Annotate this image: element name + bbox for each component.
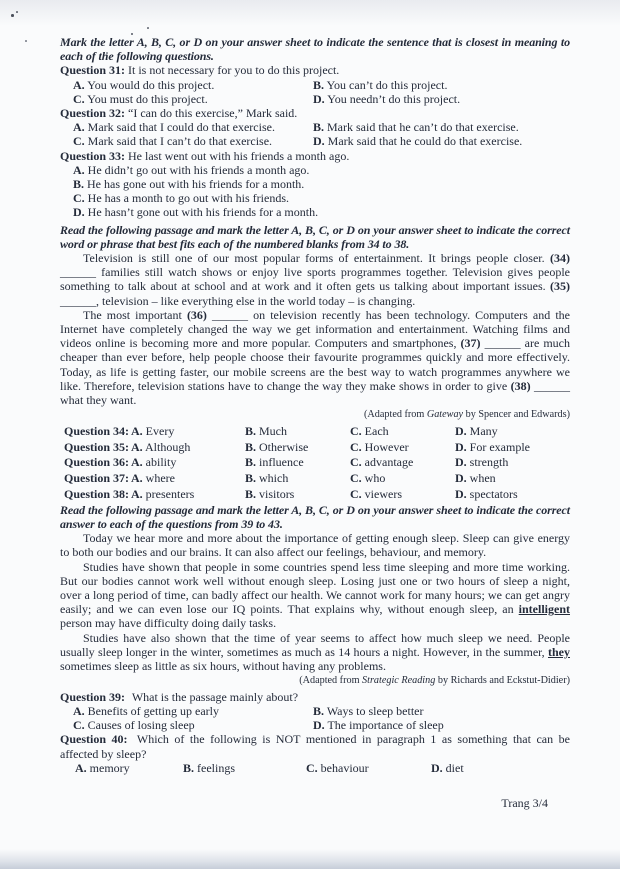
option-letter: A. xyxy=(131,439,143,454)
option-c xyxy=(306,761,431,775)
option-text: He hasn’t gone out with his friends for a month. xyxy=(87,205,319,220)
question-31-stem xyxy=(60,63,570,77)
option-a xyxy=(73,120,313,134)
option-d xyxy=(73,205,570,219)
option-b xyxy=(245,455,350,469)
option-b xyxy=(245,487,350,501)
option-text: who xyxy=(364,471,386,486)
option-b xyxy=(313,78,570,92)
option-text: Causes of losing sleep xyxy=(87,718,195,733)
option-letter: B. xyxy=(183,760,195,775)
option-a xyxy=(73,78,313,92)
page-number: Trang 3/4 xyxy=(501,796,548,810)
option-b xyxy=(183,761,306,775)
option-letter: D. xyxy=(455,471,467,486)
option-b xyxy=(245,424,350,438)
question-text: It is not necessary for you to do this project. xyxy=(128,63,340,78)
option-letter: D. xyxy=(455,455,467,470)
question-39-stem xyxy=(60,690,570,704)
cloze-row-34 xyxy=(64,424,570,438)
cloze-row-36 xyxy=(64,455,570,469)
option-letter: B. xyxy=(245,423,257,438)
option-text: He didn’t go out with his friends a month ago. xyxy=(87,162,310,177)
question-number: Question 34: xyxy=(64,423,130,438)
scan-edge-top xyxy=(0,0,620,26)
option-letter: B. xyxy=(313,77,325,92)
option-text: viewers xyxy=(364,486,402,501)
option-a xyxy=(131,471,245,485)
option-a xyxy=(131,455,245,469)
option-b xyxy=(245,471,350,485)
option-text: You needn’t do this project. xyxy=(327,91,461,106)
option-text: Mark said that I could do that exercise. xyxy=(87,120,275,135)
option-text: For example xyxy=(469,439,530,454)
question-33 xyxy=(60,149,570,220)
option-letter: A. xyxy=(73,162,85,177)
option-text: Although xyxy=(145,439,191,454)
option-b xyxy=(245,440,350,454)
option-text: The importance of sleep xyxy=(327,718,444,733)
option-d xyxy=(455,440,570,454)
option-d xyxy=(455,424,570,438)
question-text: What is the passage mainly about? xyxy=(131,689,299,704)
option-letter: B. xyxy=(313,120,325,135)
option-letter: A. xyxy=(131,423,143,438)
question-39 xyxy=(60,690,570,733)
question-33-options xyxy=(60,163,570,220)
option-letter: D. xyxy=(455,439,467,454)
instruction-reading: Read the following passage and mark the letter A, B, C, or D on your answer sheet to indicate the correct answer to each of the questions from 39 to 43. xyxy=(60,502,570,531)
cloze-row-35 xyxy=(64,440,570,454)
option-letter: A. xyxy=(73,120,85,135)
option-d xyxy=(455,455,570,469)
option-letter: B. xyxy=(313,703,325,718)
option-letter: A. xyxy=(73,703,85,718)
reading-passage-attribution: (Adapted from Strategic Reading by Richards and Eckstut-Didier) xyxy=(299,675,570,687)
option-text: feelings xyxy=(197,760,236,775)
option-text: where xyxy=(145,471,175,486)
option-letter: D. xyxy=(455,423,467,438)
option-text: advantage xyxy=(364,455,414,470)
option-letter: C. xyxy=(350,471,362,486)
reading-passage-paragraph-1: Today we hear more and more about the importance of getting enough sleep. Sleep can give energy to both our bodies and our brains. It can also affect our feelings, behaviour, and memory. xyxy=(60,531,570,560)
option-text: You can’t do this project. xyxy=(326,77,448,92)
option-d xyxy=(313,718,570,732)
option-c xyxy=(350,440,455,454)
question-number: Question 31: xyxy=(60,63,126,78)
question-40-stem xyxy=(60,732,570,760)
option-letter: C. xyxy=(350,455,362,470)
option-a xyxy=(131,440,245,454)
question-number: Question 39: xyxy=(60,689,126,704)
option-letter: D. xyxy=(313,134,325,149)
question-31 xyxy=(60,63,570,106)
cloze-passage-paragraph-1: Television is still one of our most popular forms of entertainment. It brings people closer. (34) ______ families still watch shows or enjoy live sports programmes together. Television gives people something to talk about at school and at work and it often gets us talking about important issues. (35) ______, television – like everything else in the world today – is changing. xyxy=(60,251,570,308)
option-c xyxy=(73,134,313,148)
scan-speck xyxy=(16,11,18,13)
option-letter: C. xyxy=(350,423,362,438)
option-text: ability xyxy=(145,455,177,470)
option-text: Ways to sleep better xyxy=(326,703,424,718)
option-d xyxy=(313,92,570,106)
option-b xyxy=(73,177,570,191)
option-c xyxy=(73,92,313,106)
option-c xyxy=(73,191,570,205)
question-text: “I can do this exercise,” Mark said. xyxy=(128,106,298,121)
option-text: memory xyxy=(89,760,130,775)
option-letter: A. xyxy=(131,486,143,501)
scan-speck xyxy=(25,40,27,42)
option-text: presenters xyxy=(145,486,195,501)
option-c xyxy=(350,424,455,438)
option-text: You must do this project. xyxy=(87,91,208,106)
option-text: visitors xyxy=(259,486,295,501)
option-letter: D. xyxy=(431,760,443,775)
reading-passage-paragraph-3: Studies have also shown that the time of year seems to affect how much sleep we need. People usually sleep longer in the winter, sometimes as much as 14 hours a night. However, in the summer, they sometimes sleep as little as six hours, without having any problems. xyxy=(60,630,570,673)
question-number: Question 40: xyxy=(60,732,128,747)
option-a xyxy=(131,487,245,501)
option-text: He has gone out with his friends for a month. xyxy=(87,177,305,192)
question-number: Question 33: xyxy=(60,148,126,163)
option-text: Otherwise xyxy=(259,439,309,454)
question-32-stem xyxy=(60,106,570,120)
question-39-options xyxy=(60,704,570,732)
question-text: Which of the following is NOT mentioned in paragraph 1 as something that can be affected by sleep? xyxy=(60,732,570,761)
option-c xyxy=(350,487,455,501)
option-a xyxy=(73,163,570,177)
option-a xyxy=(75,761,183,775)
question-number: Question 36: xyxy=(64,455,130,470)
option-c xyxy=(350,455,455,469)
option-letter: B. xyxy=(245,471,257,486)
option-letter: B. xyxy=(73,177,85,192)
option-letter: A. xyxy=(131,471,143,486)
reading-passage-paragraph-2: Studies have shown that people in some countries spend less time sleeping and more time working. But our bodies cannot work well without enough sleep. Losing just one or two hours of sleep a night, over a long period of time, can badly affect our health. We cannot work for many hours; we can get angry easily; and we can even lose our IQ points. That explains why, without enough sleep, an intelligent person may have difficulty doing daily tasks. xyxy=(60,559,570,631)
option-text: You would do this project. xyxy=(87,77,215,92)
option-d xyxy=(455,487,570,501)
option-b xyxy=(313,120,570,134)
question-31-options xyxy=(60,78,570,106)
question-33-stem xyxy=(60,149,570,163)
cloze-row-38 xyxy=(64,487,570,501)
page-content xyxy=(60,35,570,775)
option-letter: B. xyxy=(245,439,257,454)
option-text: strength xyxy=(469,455,509,470)
cloze-passage xyxy=(60,251,570,422)
option-text: Mark said that he could do that exercise. xyxy=(327,134,523,149)
option-c xyxy=(73,718,313,732)
instruction-cloze: Read the following passage and mark the letter A, B, C, or D on your answer sheet to indicate the correct word or phrase that best fits each of the numbered blanks from 34 to 38. xyxy=(60,222,570,251)
option-text: He has a month to go out with his friends. xyxy=(87,191,289,206)
question-number: Question 37: xyxy=(64,471,130,486)
option-d xyxy=(455,471,570,485)
option-letter: C. xyxy=(350,486,362,501)
scan-edge-bottom xyxy=(0,849,620,869)
option-a xyxy=(131,424,245,438)
question-40-options xyxy=(60,761,570,775)
option-text: However xyxy=(364,439,409,454)
option-text: which xyxy=(259,471,289,486)
option-letter: D. xyxy=(455,486,467,501)
question-40 xyxy=(60,732,570,775)
option-text: diet xyxy=(445,760,464,775)
option-letter: D. xyxy=(313,718,325,733)
reading-passage xyxy=(60,531,570,688)
option-text: when xyxy=(469,471,496,486)
option-letter: B. xyxy=(245,455,257,470)
option-text: Many xyxy=(469,423,498,438)
option-letter: D. xyxy=(73,205,85,220)
option-d xyxy=(313,134,570,148)
option-text: influence xyxy=(259,455,304,470)
option-c xyxy=(350,471,455,485)
option-text: Every xyxy=(145,423,175,438)
option-b xyxy=(313,704,570,718)
option-letter: C. xyxy=(73,718,85,733)
instruction-closest-meaning: Mark the letter A, B, C, or D on your answer sheet to indicate the sentence that is closest in meaning to each of the following questions. xyxy=(60,35,570,64)
question-number: Question 35: xyxy=(64,439,130,454)
scan-speck xyxy=(147,27,149,29)
option-letter: A. xyxy=(75,760,87,775)
cloze-passage-paragraph-2: The most important (36) ______ on television recently has been technology. Computers and the Internet have completely changed the way we get information and entertainment. Watching films and videos online is becoming more and more popular. Computers and smartphones, (37) ______ are much cheaper than ever before, help people choose their favourite programmes quickly and more effectively. Today, as life is getting faster, our mobile screens are the best way to watch programmes anywhere we like. Therefore, television stations have to change the way they make shows in order to give (38) ______ what they want. xyxy=(60,307,571,408)
option-d xyxy=(431,761,570,775)
option-a xyxy=(73,704,313,718)
cloze-passage-attribution: (Adapted from Gateway by Spencer and Edwards) xyxy=(364,409,570,421)
option-letter: C. xyxy=(73,191,85,206)
option-text: Benefits of getting up early xyxy=(87,703,219,718)
option-letter: C. xyxy=(350,439,362,454)
option-text: Each xyxy=(364,423,389,438)
option-text: Mark said that I can’t do that exercise. xyxy=(87,134,273,149)
option-letter: C. xyxy=(73,91,85,106)
option-letter: A. xyxy=(73,77,85,92)
question-32 xyxy=(60,106,570,149)
question-number: Question 32: xyxy=(60,106,126,121)
cloze-options-grid xyxy=(60,424,570,501)
option-letter: C. xyxy=(73,134,85,149)
option-text: Mark said that he can’t do that exercise. xyxy=(327,120,519,135)
option-letter: D. xyxy=(313,91,325,106)
question-text: He last went out with his friends a month ago. xyxy=(128,148,350,163)
option-text: spectators xyxy=(469,486,518,501)
question-32-options xyxy=(60,120,570,148)
option-letter: A. xyxy=(131,455,143,470)
option-letter: C. xyxy=(306,760,318,775)
question-number: Question 38: xyxy=(64,486,130,501)
option-letter: B. xyxy=(245,486,257,501)
option-text: Much xyxy=(259,423,288,438)
cloze-row-37 xyxy=(64,471,570,485)
option-text: behaviour xyxy=(320,760,369,775)
scan-speck xyxy=(11,14,14,17)
